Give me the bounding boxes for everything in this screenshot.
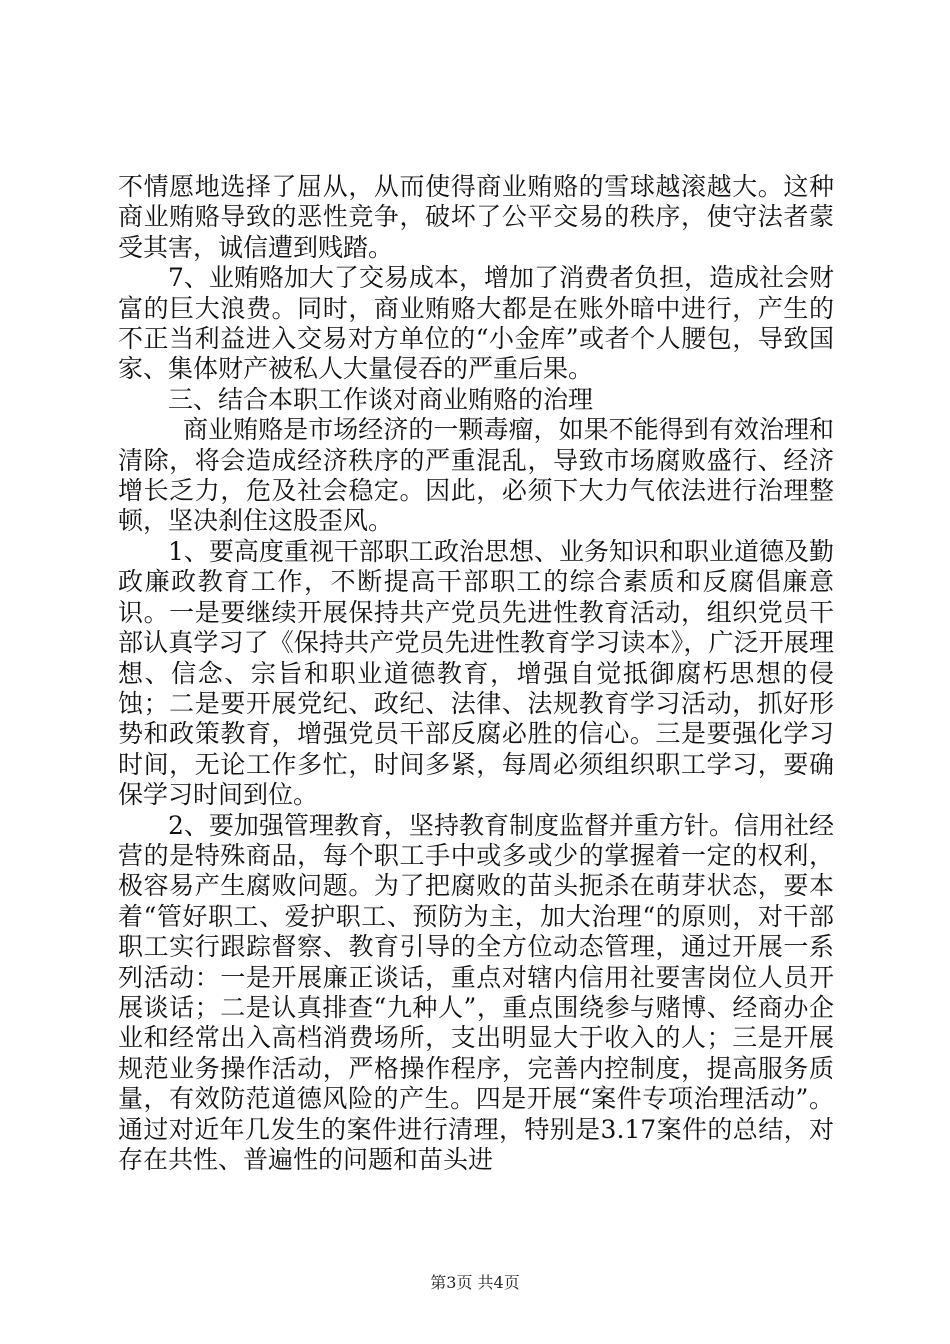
- paragraph-item-7: 7、业贿赂加大了交易成本，增加了消费者负担，造成社会财富的巨大浪费。同时，商业贿赂大都是在账外暗中进行，产生的不正当利益进入交易对方单位的“小金库”或者个人腰包，导致国家、集体财产被私人大量侵吞的严重后果。: [118, 263, 834, 384]
- section-heading-3: 三、结合本职工作谈对商业贿赂的治理: [168, 384, 594, 414]
- document-body: [118, 172, 834, 1175]
- paragraph-continuation: 不情愿地选择了屈从，从而使得商业贿赂的雪球越滚越大。这种商业贿赂导致的恶性竞争，破坏了公平交易的秩序，使守法者蒙受其害，诚信遭到贱踏。: [118, 172, 834, 262]
- paragraph-governance-intro: 商业贿赂是市场经济的一颗毒瘤，如果不能得到有效治理和清除，将会造成经济秩序的严重混乱，导致市场腐败盛行、经济增长乏力，危及社会稳定。因此，必须下大力气依法进行治理整顿，坚决刹住这股歪风。: [118, 415, 834, 536]
- paragraph-item-2: 2、要加强管理教育，坚持教育制度监督并重方针。信用社经营的是特殊商品，每个职工手中或多或少的掌握着一定的权利，极容易产生腐败问题。为了把腐败的苗头扼杀在萌芽状态，要本着“管好职工、爱护职工、预防为主，加大治理“的原则，对干部职工实行跟踪督察、教育引导的全方位动态管理，通过开展一系列活动：一是开展廉正谈话，重点对辖内信用社要害岗位人员开展谈话；二是认真排查“九种人”，重点围绕参与赌博、经商办企业和经常出入高档消费场所，支出明显大于收入的人；三是开展规范业务操作活动，严格操作程序，完善内控制度，提高服务质量，有效防范道德风险的产生。四是开展“案件专项治理活动”。通过对近年几发生的案件进行清理，特别是3.17案件的总结，对存在共性、普遍性的问题和苗头进: [118, 810, 834, 1174]
- paragraph-item-1: 1、要高度重视干部职工政治思想、业务知识和职业道德及勤政廉政教育工作，不断提高干部职工的综合素质和反腐倡廉意识。一是要继续开展保持共产党员先进性教育活动，组织党员干部认真学习了《保持共产党员先进性教育学习读本》，广泛开展理想、信念、宗旨和职业道德教育，增强自觉抵御腐朽思想的侵蚀；二是要开展党纪、政纪、法律、法规教育学习活动，抓好形势和政策教育，增强党员干部反腐必胜的信心。三是要强化学习时间，无论工作多忙，时间多紧，每周必须组织职工学习，要确保学习时间到位。: [118, 536, 834, 810]
- page-footer: 第3页 共4页: [430, 1273, 520, 1292]
